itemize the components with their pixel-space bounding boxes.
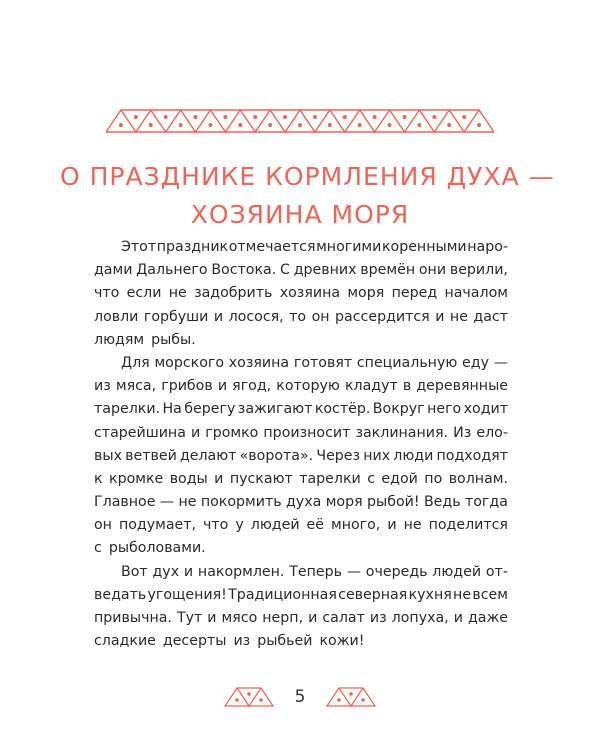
text-line bbox=[94, 306, 508, 329]
word: покормить bbox=[200, 494, 282, 511]
word: горбуши bbox=[143, 308, 209, 325]
word: кромке bbox=[109, 470, 164, 487]
word: ело- bbox=[476, 424, 508, 441]
word: Для bbox=[121, 354, 150, 371]
word: он bbox=[311, 308, 330, 325]
word: и bbox=[453, 610, 463, 626]
word: которую bbox=[276, 378, 340, 395]
word: и bbox=[207, 610, 217, 626]
word: из bbox=[369, 610, 387, 626]
word: Теперь bbox=[289, 563, 343, 580]
word: него bbox=[427, 401, 462, 418]
word: не bbox=[453, 586, 472, 603]
word: дами bbox=[94, 262, 133, 279]
word: у bbox=[235, 517, 244, 534]
word: даже bbox=[467, 610, 508, 626]
word: Востока. bbox=[211, 262, 277, 279]
word: хозяина bbox=[228, 354, 290, 371]
word: С bbox=[280, 262, 290, 279]
word: и bbox=[308, 610, 318, 626]
word: Из bbox=[453, 424, 472, 441]
word: поделится bbox=[428, 517, 508, 534]
word: её bbox=[306, 517, 325, 534]
word: «ворота». bbox=[239, 447, 314, 464]
text-line bbox=[94, 445, 508, 468]
word: накормлен. bbox=[197, 563, 285, 580]
word: Этот bbox=[121, 239, 157, 255]
word: не bbox=[449, 308, 468, 325]
word: десерты bbox=[162, 633, 227, 650]
text-line bbox=[94, 236, 508, 259]
word: подумает, bbox=[118, 517, 197, 534]
word: северная bbox=[338, 586, 408, 603]
word: из bbox=[94, 378, 111, 395]
word: началом bbox=[444, 285, 508, 302]
text-line bbox=[94, 491, 508, 514]
word: из bbox=[233, 633, 251, 650]
word: если bbox=[126, 285, 162, 302]
word: не bbox=[403, 517, 422, 534]
word: кожи! bbox=[319, 633, 365, 650]
word: вых bbox=[94, 447, 122, 464]
text-line bbox=[94, 514, 508, 537]
word: подходят bbox=[436, 447, 508, 464]
word: и bbox=[217, 378, 228, 395]
word: них bbox=[363, 447, 391, 464]
word: ловли bbox=[94, 308, 139, 325]
word: и bbox=[190, 424, 201, 441]
word: рыбьей bbox=[257, 633, 313, 650]
text-line bbox=[94, 398, 508, 421]
word: и bbox=[435, 308, 445, 325]
word: коренными bbox=[381, 239, 467, 255]
word: что bbox=[94, 285, 120, 302]
word: многими bbox=[316, 239, 382, 255]
word: старейшина bbox=[94, 424, 186, 441]
word: тогда bbox=[464, 494, 508, 511]
text-line bbox=[94, 468, 508, 491]
word: кухня bbox=[408, 586, 452, 603]
word: Ведь bbox=[423, 494, 461, 511]
word: моря bbox=[347, 285, 385, 302]
word: — bbox=[346, 563, 361, 580]
word: и bbox=[213, 308, 224, 325]
word: всем bbox=[472, 586, 508, 603]
text-line bbox=[94, 584, 508, 607]
word: времён bbox=[360, 262, 416, 279]
triangle-dot-ornament-icon bbox=[325, 686, 377, 708]
word: тарелки bbox=[299, 470, 361, 487]
paragraph-1 bbox=[94, 236, 508, 352]
word: древних bbox=[293, 262, 357, 279]
word: делают bbox=[179, 447, 237, 464]
word: что bbox=[203, 517, 229, 534]
word: сладкие bbox=[94, 633, 156, 650]
word: людей bbox=[250, 517, 300, 534]
word: грибов bbox=[161, 378, 213, 395]
paragraph-2 bbox=[94, 352, 508, 561]
word: специальную bbox=[356, 354, 458, 371]
word: то bbox=[289, 308, 307, 325]
word: морского bbox=[154, 354, 225, 371]
word: привычна. bbox=[94, 610, 172, 626]
word: он bbox=[94, 517, 112, 534]
word: ходит bbox=[463, 401, 508, 418]
word: людей bbox=[432, 563, 482, 580]
word: еду bbox=[462, 354, 489, 371]
word: духа bbox=[286, 494, 322, 511]
word: деревянные bbox=[416, 378, 508, 395]
word: моря bbox=[325, 494, 363, 511]
word: тарелки. bbox=[94, 401, 161, 418]
word: воды bbox=[169, 470, 208, 487]
page-footer bbox=[0, 680, 600, 714]
text-line bbox=[94, 607, 508, 630]
word: по bbox=[424, 470, 443, 487]
word: произносит bbox=[263, 424, 351, 441]
word: — bbox=[493, 354, 508, 371]
word: ягод, bbox=[232, 378, 272, 395]
word: верили, bbox=[449, 262, 508, 279]
word: от- bbox=[485, 563, 508, 580]
word: угощения! bbox=[147, 586, 227, 603]
word: не bbox=[168, 285, 187, 302]
text-line bbox=[94, 282, 508, 305]
word: готовят bbox=[293, 354, 353, 371]
word: пускают bbox=[229, 470, 293, 487]
word: Главное bbox=[94, 494, 156, 511]
word: Тут bbox=[176, 610, 203, 626]
word: и bbox=[214, 470, 224, 487]
word: На bbox=[162, 401, 182, 418]
text-line bbox=[94, 352, 508, 375]
word: мяса, bbox=[115, 378, 157, 395]
word: с bbox=[94, 540, 102, 557]
word: хозяина bbox=[279, 285, 341, 302]
word: салат bbox=[322, 610, 365, 626]
word: Вокруг bbox=[372, 401, 425, 418]
word: Традиционная bbox=[228, 586, 337, 603]
word: рыболовами. bbox=[108, 540, 206, 557]
text-line bbox=[94, 561, 508, 584]
word: Через bbox=[316, 447, 361, 464]
word: ведать bbox=[94, 586, 147, 603]
word: Дальнего bbox=[136, 262, 208, 279]
word: громко bbox=[205, 424, 259, 441]
word: наро- bbox=[467, 239, 508, 255]
word: кладут bbox=[344, 378, 398, 395]
text-line bbox=[94, 259, 508, 282]
title-line-2: ХОЗЯИНА МОРЯ bbox=[190, 200, 410, 229]
word: перед bbox=[391, 285, 438, 302]
word: в bbox=[402, 378, 412, 395]
word: мясо bbox=[221, 610, 258, 626]
paragraph-3 bbox=[94, 561, 508, 654]
word: костёр. bbox=[314, 401, 371, 418]
triangle-dot-ornament-icon bbox=[223, 686, 275, 708]
text-line bbox=[94, 630, 508, 653]
text-line bbox=[94, 422, 508, 445]
word: праздник bbox=[156, 239, 229, 255]
word: рассердится bbox=[335, 308, 430, 325]
word: лосося, bbox=[228, 308, 284, 325]
word: — bbox=[159, 494, 175, 511]
page-title bbox=[60, 158, 555, 234]
word: рыбы. bbox=[151, 331, 196, 348]
triangle-dot-border-icon bbox=[104, 108, 496, 134]
text-line bbox=[94, 329, 508, 352]
text-line bbox=[94, 537, 508, 560]
word: нерп, bbox=[262, 610, 304, 626]
word: дух bbox=[152, 563, 180, 580]
word: едой bbox=[381, 470, 418, 487]
page-number: 5 bbox=[294, 687, 306, 707]
word: рыбой! bbox=[367, 494, 420, 511]
word: берегу bbox=[184, 401, 236, 418]
text-line bbox=[94, 375, 508, 398]
word: они bbox=[418, 262, 447, 279]
word: зажигают bbox=[237, 401, 313, 418]
word: задобрить bbox=[194, 285, 273, 302]
word: Вот bbox=[121, 563, 148, 580]
word: волнам. bbox=[448, 470, 508, 487]
word: и bbox=[183, 563, 194, 580]
word: с bbox=[367, 470, 375, 487]
word: лопуха, bbox=[391, 610, 449, 626]
word: отмечается bbox=[228, 239, 316, 255]
word: много, bbox=[331, 517, 381, 534]
word: очередь bbox=[365, 563, 428, 580]
word: даст bbox=[473, 308, 508, 325]
word: ветвей bbox=[125, 447, 177, 464]
word: и bbox=[387, 517, 397, 534]
word: к bbox=[94, 470, 103, 487]
word: заклинания. bbox=[355, 424, 449, 441]
word: люди bbox=[393, 447, 434, 464]
word: не bbox=[178, 494, 197, 511]
article-body bbox=[94, 236, 508, 653]
word: людям bbox=[94, 331, 145, 348]
title-line-1: О ПРАЗДНИКЕ КОРМЛЕНИЯ ДУХА — bbox=[60, 162, 555, 191]
